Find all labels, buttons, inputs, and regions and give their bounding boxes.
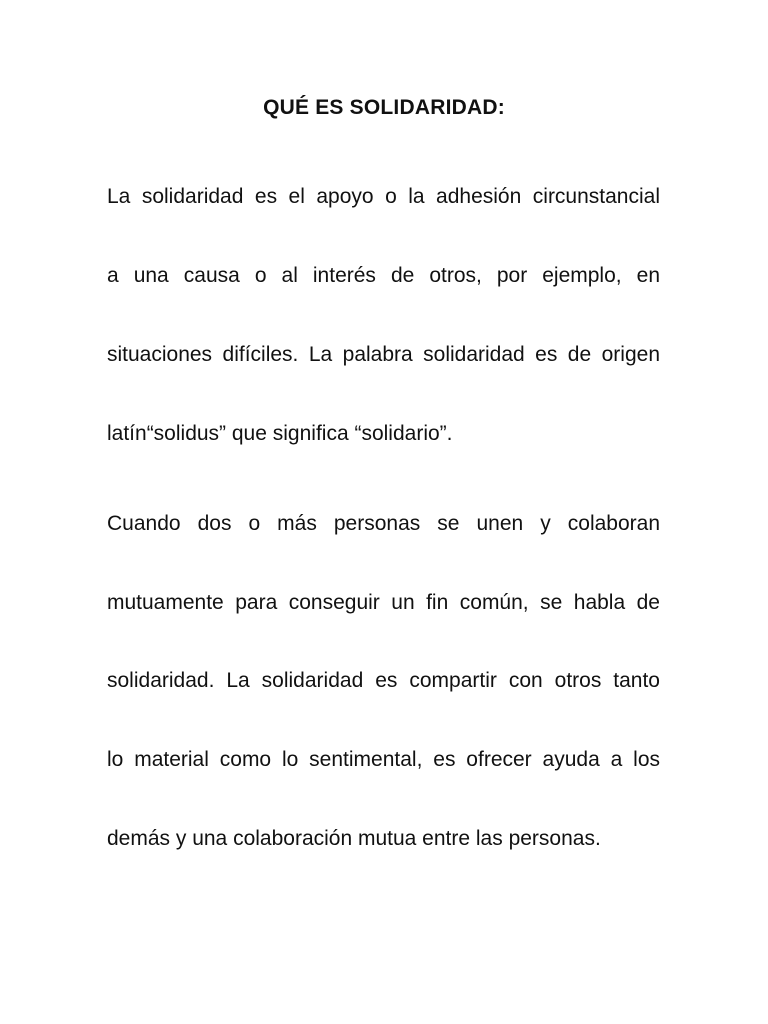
paragraph-line: La solidaridad es el apoyo o la adhesión circunstancial — [107, 185, 660, 208]
paragraph-line: situaciones difíciles. La palabra solidaridad es de origen — [107, 343, 660, 366]
paragraph-line: demás y una colaboración mutua entre las personas. — [107, 827, 601, 850]
paragraph-line: Cuando dos o más personas se unen y colaboran — [107, 512, 660, 535]
document-title: QUÉ ES SOLIDARIDAD: — [263, 96, 505, 119]
paragraph-line: a una causa o al interés de otros, por ejemplo, en — [107, 264, 660, 287]
paragraph-line: mutuamente para conseguir un fin común, se habla de — [107, 591, 660, 614]
paragraph-line: lo material como lo sentimental, es ofrecer ayuda a los — [107, 748, 660, 771]
paragraph-line: solidaridad. La solidaridad es compartir con otros tanto — [107, 669, 660, 692]
paragraph-line: latín“solidus” que significa “solidario”. — [107, 422, 453, 445]
